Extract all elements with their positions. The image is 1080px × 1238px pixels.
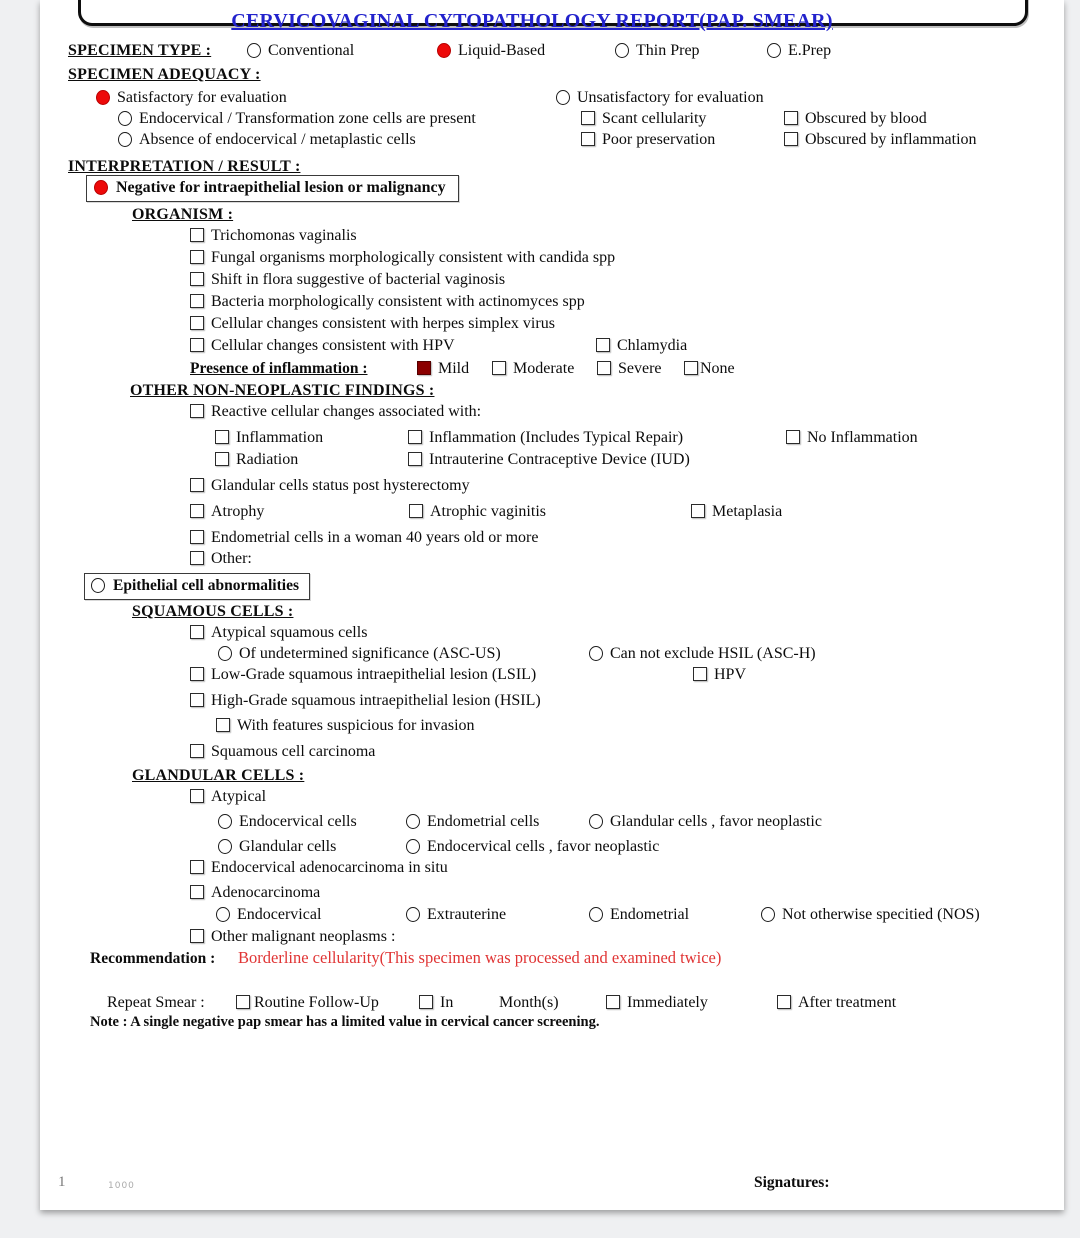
checkbox-icon [190,551,204,565]
repeat-smear-label: Repeat Smear : [107,994,205,1011]
radio-icon [406,814,420,829]
checkbox-icon [409,504,423,518]
checkbox-icon [691,504,705,518]
radio-adeno-extrauterine[interactable]: Extrauterine [406,904,506,925]
radio-adeno-endocervical[interactable]: Endocervical [216,904,321,925]
checkbox-poor-preservation[interactable]: Poor preservation [581,129,715,150]
checkbox-herpes-simplex[interactable]: Cellular changes consistent with herpes simplex virus [190,313,555,334]
checkbox-hsil[interactable]: High-Grade squamous intraepithelial lesion (HSIL) [190,690,541,711]
checkbox-routine-follow-up[interactable]: Routine Follow-Up [236,992,379,1013]
checkbox-icon [190,478,204,492]
page-number: 1 [58,1174,66,1190]
inflammation-heading: Presence of inflammation : [190,360,368,377]
radio-icon [91,578,105,593]
radio-icon [589,907,603,922]
checkbox-endometrial-40[interactable]: Endometrial cells in a woman 40 years old or more [190,527,538,548]
radio-icon [406,839,420,854]
checkbox-inflammation-repair[interactable]: Inflammation (Includes Typical Repair) [408,427,683,448]
checkbox-icon [693,667,707,681]
radio-adeno-nos[interactable]: Not otherwise specitied (NOS) [761,904,980,925]
checkbox-icon [190,504,204,518]
months-label: Month(s) [499,994,559,1011]
radio-endocervical-cells[interactable]: Endocervical cells [218,811,357,832]
radio-glandular-cells[interactable]: Glandular cells [218,836,336,857]
radio-liquid-based[interactable]: Liquid-Based [437,40,545,61]
checkbox-icon [784,111,798,125]
negative-result-box[interactable] [86,175,459,202]
checkbox-glandular-post-hysterectomy[interactable]: Glandular cells status post hysterectomy [190,475,470,496]
interpretation-heading: INTERPRETATION / RESULT : [68,158,301,175]
checkbox-scant-cellularity[interactable]: Scant cellularity [581,108,706,129]
checkbox-hpv[interactable]: HPV [693,664,746,685]
radio-icon [615,43,629,58]
radio-asc-us[interactable]: Of undetermined significance (ASC-US) [218,643,501,664]
negative-result-label: Negative for intraepithelial lesion or malignancy [116,179,446,196]
checkbox-icon [190,744,204,758]
checkbox-obscured-blood[interactable]: Obscured by blood [784,108,927,129]
epithelial-abnormalities-box[interactable] [84,573,310,600]
checkbox-other-malignant[interactable]: Other malignant neoplasms : [190,926,395,947]
radio-icon [437,43,451,58]
radio-icon [118,132,132,147]
radio-endometrial-cells[interactable]: Endometrial cells [406,811,539,832]
radio-asc-h[interactable]: Can not exclude HSIL (ASC-H) [589,643,816,664]
checkbox-icon [419,995,433,1009]
radio-icon [761,907,775,922]
checkbox-suspicious-invasion[interactable]: With features suspicious for invasion [216,715,475,736]
checkbox-icon [190,789,204,803]
checkbox-inflammation-none[interactable]: None [684,358,735,379]
note-text: Note : A single negative pap smear has a limited value in cervical cancer screening. [90,1014,600,1030]
checkbox-metaplasia[interactable]: Metaplasia [691,501,782,522]
radio-icon [218,814,232,829]
checkbox-fungal-candida[interactable]: Fungal organisms morphologically consistent with candida spp [190,247,615,268]
checkbox-icon [408,430,422,444]
radio-icon [589,814,603,829]
checkbox-icon [684,361,698,375]
radio-glandular-favor-neoplastic[interactable]: Glandular cells , favor neoplastic [589,811,822,832]
checkbox-actinomyces[interactable]: Bacteria morphologically consistent with actinomyces spp [190,291,585,312]
recommendation-value: Borderline cellularity(This specimen was processed and examined twice) [238,948,722,967]
checkbox-adenocarcinoma-in-situ[interactable]: Endocervical adenocarcinoma in situ [190,857,448,878]
checkbox-icon [190,625,204,639]
checkbox-icon [190,228,204,242]
checkbox-icon [190,530,204,544]
checkbox-icon [190,338,204,352]
epithelial-abnormalities-label: Epithelial cell abnormalities [113,577,299,594]
checkbox-adenocarcinoma[interactable]: Adenocarcinoma [190,882,320,903]
checkbox-icon [786,430,800,444]
checkbox-icon [190,860,204,874]
checkbox-atrophy[interactable]: Atrophy [190,501,264,522]
doc-code: 1000 [108,1181,135,1191]
checkbox-icon [190,250,204,264]
report-title: CERVICOVAGINAL CYTOPATHOLOGY REPORT(PAP. SMEAR) [231,10,833,32]
checkbox-hpv-changes[interactable]: Cellular changes consistent with HPV [190,335,455,356]
radio-icon [556,90,570,105]
checkbox-icon [581,132,595,146]
checkbox-after-treatment[interactable]: After treatment [777,992,896,1013]
checkbox-icon [492,361,506,375]
other-findings-heading: OTHER NON-NEOPLASTIC FINDINGS : [130,382,435,399]
checkbox-atypical-glandular[interactable]: Atypical [190,786,266,807]
checkbox-chlamydia[interactable]: Chlamydia [596,335,687,356]
checkbox-other-finding[interactable]: Other: [190,548,252,569]
checkbox-icon [236,995,250,1009]
recommendation-label: Recommendation : [90,950,216,967]
specimen-adequacy-heading: SPECIMEN ADEQUACY : [68,66,261,83]
checkbox-reactive-changes[interactable]: Reactive cellular changes associated with: [190,401,481,422]
checkbox-icon [190,272,204,286]
radio-icon [216,907,230,922]
checkbox-trichomonas[interactable]: Trichomonas vaginalis [190,225,357,246]
checkbox-no-inflammation[interactable]: No Inflammation [786,427,918,448]
radio-e-prep[interactable]: E.Prep [767,40,831,61]
report-page [40,0,1064,1210]
radio-conventional[interactable]: Conventional [247,40,354,61]
radio-satisfactory[interactable]: Satisfactory for evaluation [96,87,287,108]
radio-thin-prep[interactable]: Thin Prep [615,40,700,61]
radio-icon [218,839,232,854]
checkbox-radiation[interactable]: Radiation [215,449,298,470]
organism-heading: ORGANISM : [132,206,234,223]
checkbox-atypical-squamous[interactable]: Atypical squamous cells [190,622,367,643]
radio-endocervical-present[interactable]: Endocervical / Transformation zone cells are present [118,108,476,129]
signatures-label: Signatures: [754,1174,830,1191]
checkbox-icon [606,995,620,1009]
checkbox-bacterial-vaginosis[interactable]: Shift in flora suggestive of bacterial vaginosis [190,269,505,290]
radio-icon [218,646,232,661]
radio-icon [247,43,261,58]
checkbox-icon [777,995,791,1009]
radio-adeno-endometrial[interactable]: Endometrial [589,904,689,925]
checkbox-icon [215,430,229,444]
checkbox-icon [190,404,204,418]
checkbox-obscured-inflammation[interactable]: Obscured by inflammation [784,129,977,150]
radio-icon [767,43,781,58]
checkbox-icon [190,929,204,943]
checkbox-icon [596,338,610,352]
checkbox-inflammation-mild[interactable]: Mild [417,358,469,379]
checkbox-icon [190,316,204,330]
checkbox-icon [581,111,595,125]
checkbox-lsil[interactable]: Low-Grade squamous intraepithelial lesion (LSIL) [190,664,536,685]
checkbox-iud[interactable]: Intrauterine Contraceptive Device (IUD) [408,449,690,470]
radio-icon [406,907,420,922]
radio-icon [589,646,603,661]
radio-icon [96,90,110,105]
checkbox-icon [408,452,422,466]
radio-absence-endocervical[interactable]: Absence of endocervical / metaplastic cells [118,129,416,150]
radio-endocervical-favor-neoplastic[interactable]: Endocervical cells , favor neoplastic [406,836,659,857]
glandular-cells-heading: GLANDULAR CELLS : [132,767,305,784]
checkbox-icon [417,361,431,375]
checkbox-inflammation-severe[interactable]: Severe [597,358,662,379]
checkbox-icon [190,294,204,308]
radio-icon [94,180,108,195]
checkbox-inflammation-finding[interactable]: Inflammation [215,427,323,448]
checkbox-icon [190,693,204,707]
squamous-cells-heading: SQUAMOUS CELLS : [132,603,294,620]
radio-unsatisfactory[interactable]: Unsatisfactory for evaluation [556,87,764,108]
checkbox-icon [215,452,229,466]
checkbox-icon [784,132,798,146]
checkbox-squamous-carcinoma[interactable]: Squamous cell carcinoma [190,741,375,762]
checkbox-in-months[interactable]: In [419,992,453,1013]
checkbox-inflammation-moderate[interactable]: Moderate [492,358,574,379]
checkbox-icon [190,667,204,681]
radio-icon [118,111,132,126]
checkbox-atrophic-vaginitis[interactable]: Atrophic vaginitis [409,501,546,522]
checkbox-immediately[interactable]: Immediately [606,992,708,1013]
checkbox-icon [597,361,611,375]
checkbox-icon [190,885,204,899]
checkbox-icon [216,718,230,732]
specimen-type-heading: SPECIMEN TYPE : [68,42,212,59]
